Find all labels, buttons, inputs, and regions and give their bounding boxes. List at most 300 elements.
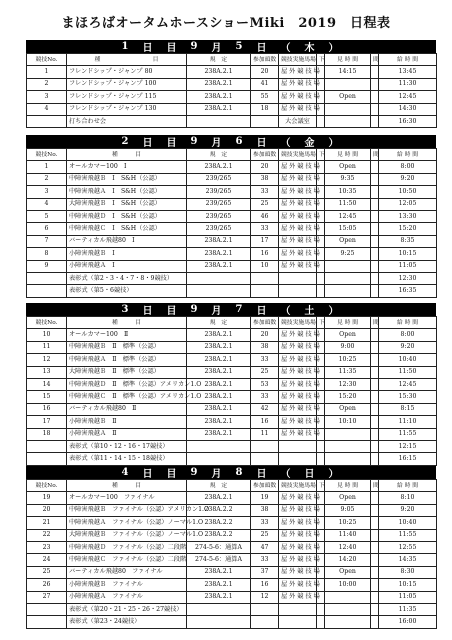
cell-start: 16:00 [379,616,437,628]
cell-spacer [317,603,325,615]
cell-arena: 屋 外 競 技 場 [279,428,317,440]
column-header: 参加頭数 [251,54,279,66]
cell-time: Open [325,91,371,103]
cell-arena: 屋 外 競 技 場 [279,529,317,541]
column-header: 参加頭数 [251,480,279,492]
cell-spacer [317,440,325,452]
column-header: 下 [317,317,325,329]
cell-time [325,285,371,297]
cell-start: 10:15 [379,248,437,260]
day-header [26,135,436,148]
column-header: 下 [317,480,325,492]
table-row [27,248,437,260]
cell-start: 11:55 [379,529,437,541]
cell-start: 9:20 [379,341,437,353]
day-header-part: ） [328,306,341,317]
table-row [27,529,437,541]
cell-time: 14:20 [325,554,371,566]
cell-count: 33 [251,391,279,403]
cell-arena: 屋 外 競 技 場 [279,78,317,90]
cell-spacer [371,285,379,297]
column-header: 見 時 間 [325,149,371,161]
cell-rule [187,440,251,452]
cell-spacer [317,616,325,628]
cell-start: 12:15 [379,440,437,452]
cell-arena: 屋 外 競 技 場 [279,223,317,235]
table-row [27,492,437,504]
table-row [27,329,437,341]
cell-rule: 238A.2.1 [187,366,251,378]
cell-start: 16:35 [379,285,437,297]
day-header-part: 2 [121,136,131,147]
cell-event: バーティカル飛越80 Ⅰ [67,235,187,247]
cell-start: 11:10 [379,416,437,428]
cell-count: 38 [251,504,279,516]
column-header: 給 時 間 [379,317,437,329]
column-header: 給 時 間 [379,149,437,161]
day-header-part: 日 [256,138,269,149]
cell-spacer [371,91,379,103]
cell-rule [187,616,251,628]
cell-start: 8:00 [379,161,437,173]
cell-spacer [371,248,379,260]
cell-time [325,103,371,115]
day-2-schedule [26,135,436,298]
header-row [27,149,437,161]
cell-rule: 238A.2.2 [187,517,251,529]
cell-start: 10:40 [379,517,437,529]
cell-count: 16 [251,416,279,428]
column-header: 競技実施馬場 [279,480,317,492]
cell-no: 4 [27,198,67,210]
column-header: 競技No. [27,317,67,329]
cell-arena: 大会議室 [279,115,317,127]
cell-start: 13:30 [379,210,437,222]
cell-spacer [371,161,379,173]
cell-event: 中障害飛越Ｂ ファイナル（公認）アメリカン1.O [67,504,187,516]
cell-no: 20 [27,504,67,516]
cell-time: 12:45 [325,210,371,222]
cell-no: 25 [27,566,67,578]
day-header-part: （ [280,43,293,54]
cell-spacer [317,272,325,284]
cell-rule [187,453,251,465]
cell-count: 46 [251,210,279,222]
cell-count: 55 [251,91,279,103]
cell-spacer [371,492,379,504]
cell-rule: 238A.2.1 [187,161,251,173]
day-4-schedule [26,466,436,629]
column-header: 給 時 間 [379,54,437,66]
cell-spacer [371,115,379,127]
cell-spacer [371,504,379,516]
cell-no [27,616,67,628]
cell-spacer [371,403,379,415]
table-row [27,115,437,127]
cell-spacer [371,210,379,222]
cell-event: 中障害飛越Ｄ ファイナル（公認）二段階 [67,541,187,553]
cell-no: 23 [27,541,67,553]
cell-spacer [371,541,379,553]
cell-arena: 屋 外 競 技 場 [279,416,317,428]
table-row [27,603,437,615]
cell-time: 10:25 [325,354,371,366]
day-header-part: 土 [304,306,317,317]
cell-event: 大障害飛越Ｂ Ⅱ 標準（公認） [67,366,187,378]
cell-count: 11 [251,428,279,440]
cell-no: 27 [27,591,67,603]
table-row [27,428,437,440]
cell-rule: 274-5-6：通算A [187,554,251,566]
table-row [27,198,437,210]
cell-rule: 238A.2.1 [187,329,251,341]
cell-time [325,440,371,452]
cell-event: 大障害飛越Ｂ Ⅰ S&H（公認） [67,198,187,210]
cell-no: 9 [27,260,67,272]
table-row [27,416,437,428]
cell-spacer [371,391,379,403]
cell-start: 8:35 [379,235,437,247]
cell-rule: 239/265 [187,223,251,235]
cell-time: 9:25 [325,248,371,260]
cell-event: オールカマー100 ファイナル [67,492,187,504]
header-row [27,480,437,492]
table-row [27,378,437,390]
cell-start: 8:30 [379,566,437,578]
day-1-schedule [26,40,436,128]
cell-time: 9:00 [325,341,371,353]
day-header [26,40,436,53]
header-row [27,317,437,329]
cell-arena: 屋 外 競 技 場 [279,492,317,504]
cell-count [251,440,279,452]
cell-event: 小障害飛越Ｂ ファイナル [67,579,187,591]
cell-event: 中障害飛越Ａ Ⅰ S&H（公認） [67,186,187,198]
cell-event: 中障害飛越Ａ Ⅱ 標準（公認） [67,354,187,366]
cell-start: 8:15 [379,403,437,415]
cell-event: 小障害飛越Ａ Ⅰ [67,260,187,272]
table-row [27,103,437,115]
cell-count: 25 [251,366,279,378]
cell-no [27,440,67,452]
cell-start: 16:30 [379,115,437,127]
table-row [27,161,437,173]
cell-arena: 屋 外 競 技 場 [279,541,317,553]
cell-count: 16 [251,248,279,260]
column-header: 競技実施馬場 [279,54,317,66]
cell-count [251,453,279,465]
column-header: 参加頭数 [251,317,279,329]
table-row [27,616,437,628]
cell-time: 11:35 [325,366,371,378]
table-row [27,78,437,90]
day-header-part: 目 [166,43,179,54]
cell-no: 22 [27,529,67,541]
day-header-part: 月 [211,469,224,480]
cell-event: 表彰式（第2・3・4・7・8・9競技） [67,272,187,284]
cell-arena: 屋 外 競 技 場 [279,161,317,173]
cell-no: 19 [27,492,67,504]
cell-spacer [371,378,379,390]
cell-arena: 屋 外 競 技 場 [279,566,317,578]
cell-arena [279,453,317,465]
day-header-part: 日 [142,306,155,317]
column-header: 参加頭数 [251,149,279,161]
cell-arena: 屋 外 競 技 場 [279,66,317,78]
cell-rule [187,115,251,127]
cell-spacer [371,78,379,90]
cell-rule: 238A.2.1 [187,591,251,603]
day-header-part: 目 [166,469,179,480]
day-header-part: 7 [235,304,245,315]
cell-arena: 屋 外 競 技 場 [279,329,317,341]
cell-time: 9:05 [325,504,371,516]
cell-time: Open [325,329,371,341]
day-header-part: 5 [235,41,245,52]
day-header-part: 日 [304,469,317,480]
cell-count: 20 [251,66,279,78]
cell-time [325,115,371,127]
cell-arena: 屋 外 競 技 場 [279,354,317,366]
day-header-part: （ [280,306,293,317]
table-row [27,260,437,272]
cell-count: 42 [251,403,279,415]
table-row [27,272,437,284]
cell-spacer [371,440,379,452]
day-header [26,303,436,316]
day-header-part: 目 [166,306,179,317]
cell-rule: 238A.2.1 [187,416,251,428]
cell-event: 中障害飛越Ｄ Ⅱ 標準（公認）アメリカン1.O [67,378,187,390]
cell-event: フレンドシップ・ジャンプ 80 [67,66,187,78]
cell-rule: 238A.2.1 [187,354,251,366]
column-header: 見 時 間 [325,480,371,492]
cell-rule: 238A.2.1 [187,235,251,247]
cell-event: フレンドシップ・ジャンプ 130 [67,103,187,115]
cell-arena: 屋 外 競 技 場 [279,504,317,516]
cell-start: 10:50 [379,186,437,198]
cell-time [325,428,371,440]
cell-rule: 239/265 [187,198,251,210]
day-header-part: 9 [190,467,200,478]
table-row [27,210,437,222]
cell-no: 3 [27,91,67,103]
day-header-part: 日 [142,43,155,54]
day-header-part: 木 [304,43,317,54]
day-3-schedule [26,303,436,466]
cell-rule: 239/265 [187,210,251,222]
cell-spacer [371,616,379,628]
cell-event: 表彰式（第5・6競技） [67,285,187,297]
cell-count: 25 [251,529,279,541]
day-header-part: 6 [235,136,245,147]
cell-count: 25 [251,198,279,210]
cell-time [325,616,371,628]
cell-rule: 274-5-6：通算A [187,541,251,553]
cell-spacer [371,566,379,578]
cell-count: 41 [251,78,279,90]
cell-rule: 238A.2.1 [187,492,251,504]
cell-spacer [371,223,379,235]
cell-rule: 238A.2.1 [187,103,251,115]
cell-no: 21 [27,517,67,529]
cell-start: 11:30 [379,78,437,90]
cell-arena: 屋 外 競 技 場 [279,591,317,603]
cell-no: 7 [27,235,67,247]
cell-rule: 238A.2.1 [187,78,251,90]
cell-event: 表彰式（第10・12・16・17競技） [67,440,187,452]
cell-time: 15:05 [325,223,371,235]
cell-count: 33 [251,223,279,235]
cell-arena: 屋 外 競 技 場 [279,260,317,272]
column-header: 間 [371,317,379,329]
schedule-table [26,148,437,298]
cell-spacer [371,235,379,247]
cell-time: 14:15 [325,66,371,78]
table-row [27,579,437,591]
cell-time: 10:35 [325,186,371,198]
cell-spacer [371,366,379,378]
column-header: 規 定 [187,149,251,161]
cell-event: 中障害飛越Ｃ Ⅰ S&H（公認） [67,223,187,235]
cell-rule: 238A.2.1 [187,91,251,103]
schedule-table [26,53,437,128]
cell-arena: 屋 外 競 技 場 [279,378,317,390]
cell-time [325,591,371,603]
cell-count: 17 [251,235,279,247]
cell-arena: 屋 外 競 技 場 [279,366,317,378]
cell-count [251,616,279,628]
column-header: 種 目 [67,54,187,66]
cell-start: 11:50 [379,366,437,378]
cell-event: オールカマー100 Ⅱ [67,329,187,341]
table-row [27,541,437,553]
cell-spacer [371,529,379,541]
cell-no: 5 [27,210,67,222]
cell-event: 大障害飛越Ｂ ファイナル（公認）ノーマル1.O [67,529,187,541]
cell-time: 12:30 [325,378,371,390]
cell-rule: 238A.2.1 [187,579,251,591]
column-header: 規 定 [187,480,251,492]
cell-count: 10 [251,260,279,272]
day-header-part: 月 [211,306,224,317]
day-header-part: ） [328,138,341,149]
cell-event: 表彰式（第23・24競技） [67,616,187,628]
cell-rule: 239/265 [187,173,251,185]
cell-spacer [371,453,379,465]
cell-spacer [371,416,379,428]
table-row [27,554,437,566]
cell-no: 11 [27,341,67,353]
day-header-part: ） [328,43,341,54]
column-header: 規 定 [187,317,251,329]
table-row [27,223,437,235]
cell-arena: 屋 外 競 技 場 [279,517,317,529]
cell-start: 15:30 [379,391,437,403]
cell-no: 26 [27,579,67,591]
cell-rule: 238A.2.2 [187,529,251,541]
cell-arena [279,440,317,452]
cell-time [325,260,371,272]
cell-rule: 238A.2.1 [187,391,251,403]
table-row [27,453,437,465]
page-title: まほろばオータムホースショーMiki 2019 日程表 [61,16,391,31]
day-header-part: 月 [211,138,224,149]
cell-rule: 238A.2.1 [187,378,251,390]
cell-time: 12:40 [325,541,371,553]
cell-event: 中障害飛越Ａ ファイナル（公認）ノーマル1.O [67,517,187,529]
cell-no: 24 [27,554,67,566]
cell-count: 37 [251,566,279,578]
cell-event: バーティカル飛越80 Ⅱ [67,403,187,415]
cell-time: 11:40 [325,529,371,541]
cell-no: 6 [27,223,67,235]
day-header-part: 3 [121,304,131,315]
cell-rule: 239/265 [187,186,251,198]
cell-arena: 屋 外 競 技 場 [279,579,317,591]
schedule-table [26,316,437,466]
day-header-part: 金 [304,138,317,149]
day-header-part: 9 [190,41,200,52]
cell-arena: 屋 外 競 技 場 [279,103,317,115]
cell-time [325,603,371,615]
cell-count [251,603,279,615]
table-row [27,391,437,403]
day-header-part: ） [328,469,341,480]
cell-start: 16:15 [379,453,437,465]
cell-start: 12:55 [379,541,437,553]
cell-event: 小障害飛越Ｂ Ⅰ [67,248,187,260]
day-header-part: 目 [166,138,179,149]
cell-no: 14 [27,378,67,390]
cell-spacer [371,329,379,341]
column-header: 種 目 [67,317,187,329]
cell-arena [279,285,317,297]
cell-count: 33 [251,554,279,566]
cell-spacer [371,341,379,353]
cell-spacer [371,198,379,210]
cell-count: 19 [251,492,279,504]
cell-count: 18 [251,103,279,115]
cell-time [325,453,371,465]
cell-event: 中障害飛越Ｂ Ⅰ S&H（公認） [67,173,187,185]
column-header: 見 時 間 [325,317,371,329]
table-row [27,186,437,198]
cell-start: 15:20 [379,223,437,235]
cell-no: 17 [27,416,67,428]
cell-no [27,603,67,615]
cell-time: 11:50 [325,198,371,210]
cell-spacer [371,517,379,529]
cell-rule [187,272,251,284]
cell-start: 8:10 [379,492,437,504]
day-header-part: 8 [235,467,245,478]
cell-no: 1 [27,161,67,173]
cell-count [251,285,279,297]
cell-arena [279,272,317,284]
cell-count: 38 [251,341,279,353]
cell-start: 9:20 [379,504,437,516]
cell-rule: 238A.2.1 [187,248,251,260]
cell-start: 10:15 [379,579,437,591]
cell-start: 12:45 [379,378,437,390]
cell-rule [187,603,251,615]
cell-arena: 屋 外 競 技 場 [279,186,317,198]
cell-arena: 屋 外 競 技 場 [279,198,317,210]
cell-arena: 屋 外 競 技 場 [279,210,317,222]
cell-no: 3 [27,186,67,198]
table-row [27,285,437,297]
